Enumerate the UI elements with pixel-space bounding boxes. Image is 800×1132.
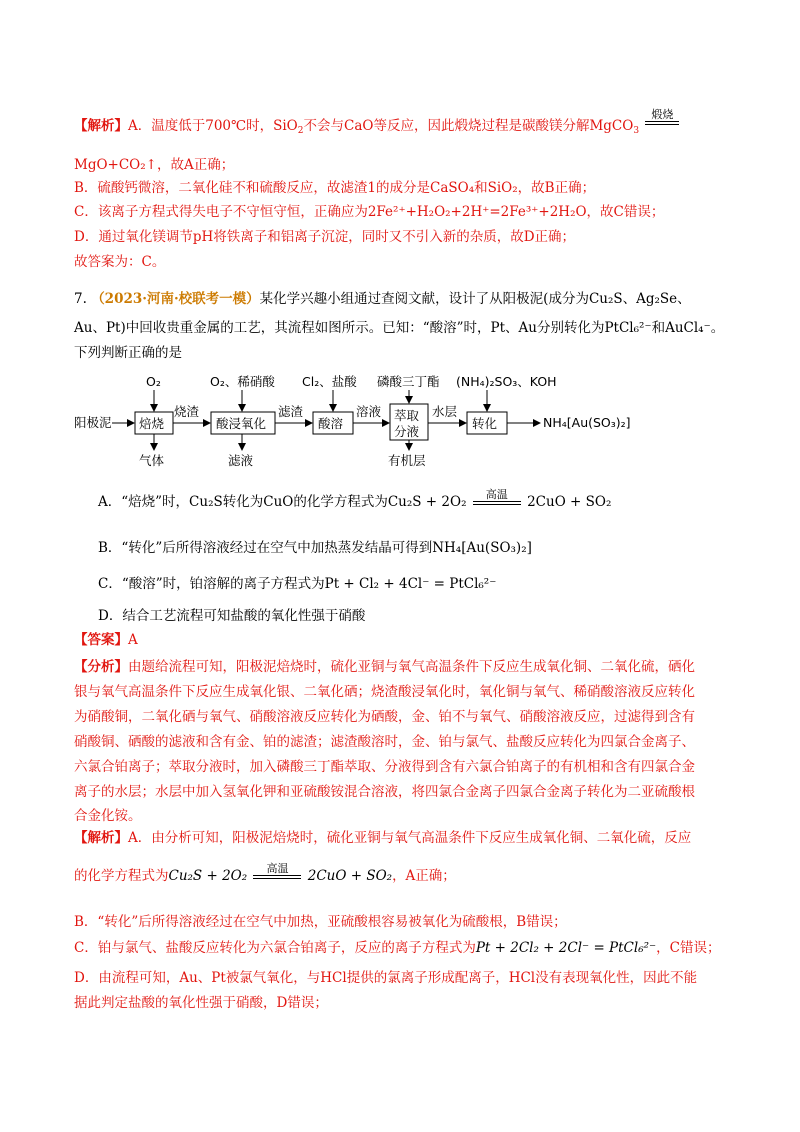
flow-input-4: 磷酸三丁酯: [377, 374, 440, 389]
flow-input-1: O₂: [146, 374, 161, 389]
flow-start: 阳极泥: [74, 415, 112, 430]
flow-box-label: 分液: [394, 424, 420, 439]
solution-a-line1: 【解析】A．由分析可知，阳极泥焙烧时，硫化亚铜与氧气高温条件下反应生成氧化铜、二氧化硫，反应: [74, 830, 692, 846]
flow-box-label: 酸溶: [318, 416, 344, 431]
flow-arrow-label-4: 水层: [432, 404, 458, 419]
solution-a-line2: 的化学方程式为Cu₂S + 2O₂ 高温 2CuO + SO₂，A正确；: [74, 861, 456, 884]
answer-tag: 【答案】: [74, 632, 128, 648]
prev-analysis-a-line1: 【解析】A．温度低于700℃时，SiO$_2$不会与CaO等反应，因此煅烧过程是碳酸镁分解MgCO$_3$ 煅烧: [74, 116, 681, 141]
analysis-line-2: 银与氧气高温条件下反应生成氧化银、二氧化硒；烧渣酸浸氧化时，氧化铜与氧气、稀硝酸溶液反应转化: [74, 684, 695, 700]
prev-a-text2: 不会与CaO等反应，因此煅烧过程是碳酸镁分解MgCO: [303, 118, 634, 134]
flow-box-label: 萃取: [394, 408, 420, 423]
prev-analysis-a-line2: MgO+CO₂↑，故A正确；: [74, 157, 235, 173]
flow-arrow-label-1: 烧渣: [174, 404, 200, 419]
analysis-line-6: 离子的水层；水层中加入氢氧化钾和亚硫酸铵混合溶液，将四氯合金离子四氯合金离子转化为二亚硫酸根: [74, 784, 695, 800]
flow-product: NH₄[Au(SO₃)₂]: [543, 415, 631, 430]
flow-output-1: 气体: [139, 453, 165, 468]
flow-box-label: 酸浸氧化: [216, 416, 267, 431]
option-c: C．“酸溶”时，铂溶解的离子方程式为Pt + Cl₂ + 4Cl⁻ = PtCl₆²⁻: [98, 576, 497, 592]
flow-arrow-label-3: 溶液: [356, 404, 382, 419]
question-stem-line1: [74, 289, 691, 309]
question-stem-line2: Au、Pt)中回收贵重金属的工艺，其流程如图所示。已知：“酸溶”时，Pt、Au分别转化为PtCl₆²⁻和AuCl₄⁻。: [74, 320, 725, 336]
solution-d-line1: D．由流程可知，Au、Pt被氯气氧化，与HCl提供的氯离子形成配离子，HCl没有表现氧化性，因此不能: [74, 970, 698, 986]
answer-value: A: [128, 632, 138, 648]
high-temp-condition: 高温: [473, 489, 521, 505]
question-stem1: 某化学兴趣小组通过查阅文献，设计了从阳极泥(成分为Cu₂S、Ag₂Se、: [259, 291, 691, 307]
analysis-tag: 【分析】: [74, 659, 128, 675]
analysis-line-3: 为硝酸铜，二氧化硒与氧气、硝酸溶液反应转化为硒酸，金、铂不与氧气、硝酸溶液反应，过滤得到含有: [74, 709, 695, 725]
calcination-condition: 煅烧: [645, 109, 679, 125]
flow-input-5: (NH₄)₂SO₃、KOH: [456, 374, 557, 389]
question-source: （2023·河南·校联考一模）: [91, 291, 260, 307]
flow-output-2: 滤液: [228, 453, 254, 468]
analysis-line-7: 合金化铵。: [74, 808, 142, 824]
question-number: 7.: [74, 291, 87, 307]
solution-c: C．铂与氯气、盐酸反应转化为六氯合铂离子，反应的离子方程式为Pt + 2Cl₂ + 2Cl⁻ = PtCl₆²⁻，C错误；: [74, 940, 721, 956]
flow-box-label: 焙烧: [139, 416, 165, 431]
option-d: D．结合工艺流程可知盐酸的氧化性强于硝酸: [98, 608, 366, 624]
high-temp-condition: 高温: [253, 863, 301, 879]
prev-analysis-b: B．硫酸钙微溶，二氧化硅不和硫酸反应，故滤渣1的成分是CaSO₄和SiO₂，故B正确；: [74, 180, 596, 196]
answer-line: [74, 630, 138, 650]
flow-output-3: 有机层: [388, 453, 426, 468]
analysis-line-5: 六氯合铂离子；萃取分液时，加入磷酸三丁酯萃取、分液得到含有六氯合铂离子的有机相和含有四氯合金: [74, 759, 695, 775]
question-stem-line3: 下列判断正确的是: [74, 345, 182, 361]
analysis-line-1: 【分析】由题给流程可知，阳极泥焙烧时，硫化亚铜与氧气高温条件下反应生成氧化铜、二氧化硫，硒化: [74, 659, 695, 675]
prev-a-text1: A．温度低于700℃时，SiO: [128, 118, 298, 134]
flow-box-label: 转化: [472, 416, 498, 431]
flow-arrow-label-2: 滤渣: [278, 404, 304, 419]
flow-input-2: O₂、稀硝酸: [210, 374, 275, 389]
analysis-line-4: 硝酸铜、硒酸的滤液和含有金、铂的滤渣；滤渣酸溶时，金、铂与氯气、盐酸反应转化为四氯合金离子、: [74, 734, 695, 750]
prev-analysis-c: C．该离子方程式得失电子不守恒守恒，正确应为2Fe²⁺+H₂O₂+2H⁺=2Fe³⁺+2H₂O，故C错误；: [74, 204, 665, 220]
prev-analysis-d: D．通过氧化镁调节pH将铁离子和铝离子沉淀，同时又不引入新的杂质，故D正确；: [74, 229, 576, 245]
solution-b: B．“转化”后所得溶液经过在空气中加热，亚硫酸根容易被氧化为硫酸根，B错误；: [74, 914, 567, 930]
prev-analysis-answer: 故答案为：C。: [74, 254, 166, 270]
analysis-tag: 【解析】: [74, 118, 128, 134]
solution-tag: 【解析】: [74, 830, 128, 846]
solution-d-line2: 据此判定盐酸的氧化性强于硝酸，D错误；: [74, 995, 328, 1011]
option-b: B．“转化”后所得溶液经过在空气中加热蒸发结晶可得到NH₄[Au(SO₃)₂]: [98, 540, 532, 556]
flow-input-3: Cl₂、盐酸: [302, 374, 357, 389]
option-a: A．“焙烧”时，Cu₂S转化为CuO的化学方程式为Cu₂S + 2O₂ 高温 2CuO + SO₂: [98, 487, 612, 510]
process-flowchart: [74, 370, 634, 470]
